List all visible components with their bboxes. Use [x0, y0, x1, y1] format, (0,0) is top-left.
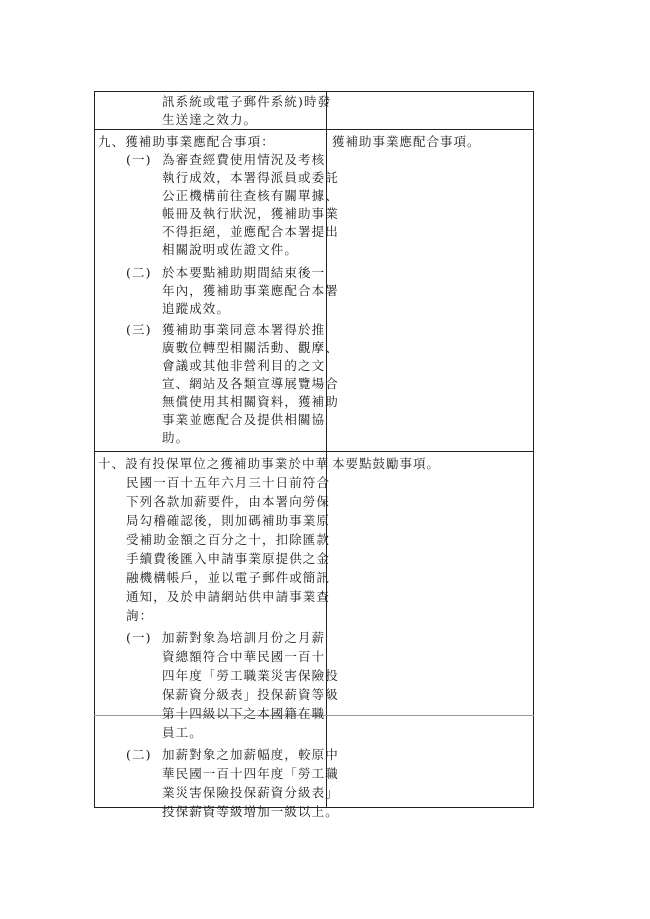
section-10-line: 融機構帳戶，並以電子郵件或簡訊: [126, 570, 331, 585]
row-divider-1: [94, 129, 534, 130]
item-9-2-line: 追蹤成效。: [162, 301, 231, 316]
item-10-2-line: 投保薪資等級增加一級以上。: [162, 804, 339, 819]
table-left-border: [94, 91, 95, 808]
item-9-3-line: 獲補助事業同意本署得於推: [162, 322, 326, 337]
item-10-1-line: 加薪對象為培訓月份之月薪: [162, 630, 326, 645]
item-10-1-line: 四年度「勞工職業災害保險投: [162, 668, 339, 683]
item-9-1-line: 為審查經費使用情況及考核: [162, 152, 326, 167]
row1-line-1: 訊系統或電子郵件系統)時發: [162, 94, 332, 109]
item-9-2-line: 於本要點補助期間結束後一: [162, 265, 326, 280]
section-10-line: 通知，及於申請網站供申請事業查: [126, 589, 331, 604]
item-9-3-line: 會議或其他非營利目的之文: [162, 358, 326, 373]
item-9-1-line: 執行成效，本署得派員或委託: [162, 170, 339, 185]
item-9-2-marker: (二): [126, 265, 152, 280]
item-9-1-line: 相關說明或佐證文件。: [162, 242, 299, 257]
item-10-1-line: 保薪資分級表」投保薪資等級: [162, 687, 339, 702]
item-10-2-marker: (二): [126, 747, 152, 762]
item-9-3-line: 事業並應配合及提供相關協: [162, 412, 326, 427]
section-10-line: 詢：: [126, 608, 154, 623]
section-10-title: 十、設有投保單位之獲補助事業於中華: [98, 456, 330, 471]
item-9-3-line: 廣數位轉型相關活動、觀摩、: [162, 340, 339, 355]
row3-right-cell: 本要點鼓勵事項。: [332, 456, 441, 471]
item-10-1-marker: (一): [126, 630, 152, 645]
section-10-line: 手續費後匯入申請事業原提供之金: [126, 551, 331, 566]
item-10-1-line: 資總額符合中華民國一百十: [162, 649, 326, 664]
item-10-1-line: 員工。: [162, 725, 203, 740]
row-divider-2: [94, 451, 534, 452]
section-10-line: 民國一百十五年六月三十日前符合: [126, 475, 331, 490]
item-10-2-line: 加薪對象之加薪幅度，較原中: [162, 747, 339, 762]
item-9-2-line: 年內，獲補助事業應配合本署: [162, 283, 339, 298]
item-9-1-line: 帳冊及執行狀況，獲補助事業: [162, 206, 339, 221]
item-9-1-line: 公正機構前往查核有關單據、: [162, 188, 339, 203]
table-right-border: [533, 91, 534, 808]
item-10-2-line: 業災害保險投保薪資分級表」: [162, 785, 339, 800]
section-10-line: 局勾稽確認後，則加碼補助事業原: [126, 513, 331, 528]
row1-line-2: 生送達之效力。: [162, 112, 258, 127]
item-9-1-marker: (一): [126, 152, 152, 167]
item-9-3-line: 宣、網站及各類宣導展覽場合: [162, 376, 339, 391]
item-9-1-line: 不得拒絕，並應配合本署提出: [162, 224, 339, 239]
section-10-line: 下列各款加薪要件，由本署向勞保: [126, 494, 331, 509]
item-9-3-line: 無償使用其相關資料，獲補助: [162, 394, 339, 409]
item-10-2-line: 華民國一百十四年度「勞工職: [162, 766, 339, 781]
row2-right-cell: 獲補助事業應配合事項。: [332, 134, 481, 149]
table-top-border: [94, 91, 534, 92]
section-9-title: 九、獲補助事業應配合事項：: [98, 134, 275, 149]
item-10-1-line: 第十四級以下之本國籍在職: [162, 706, 326, 721]
document-table: [94, 91, 534, 819]
item-9-3-line: 助。: [162, 430, 190, 445]
item-9-3-marker: (三): [126, 322, 152, 337]
section-10-line: 受補助金額之百分之十，扣除匯款: [126, 532, 331, 547]
